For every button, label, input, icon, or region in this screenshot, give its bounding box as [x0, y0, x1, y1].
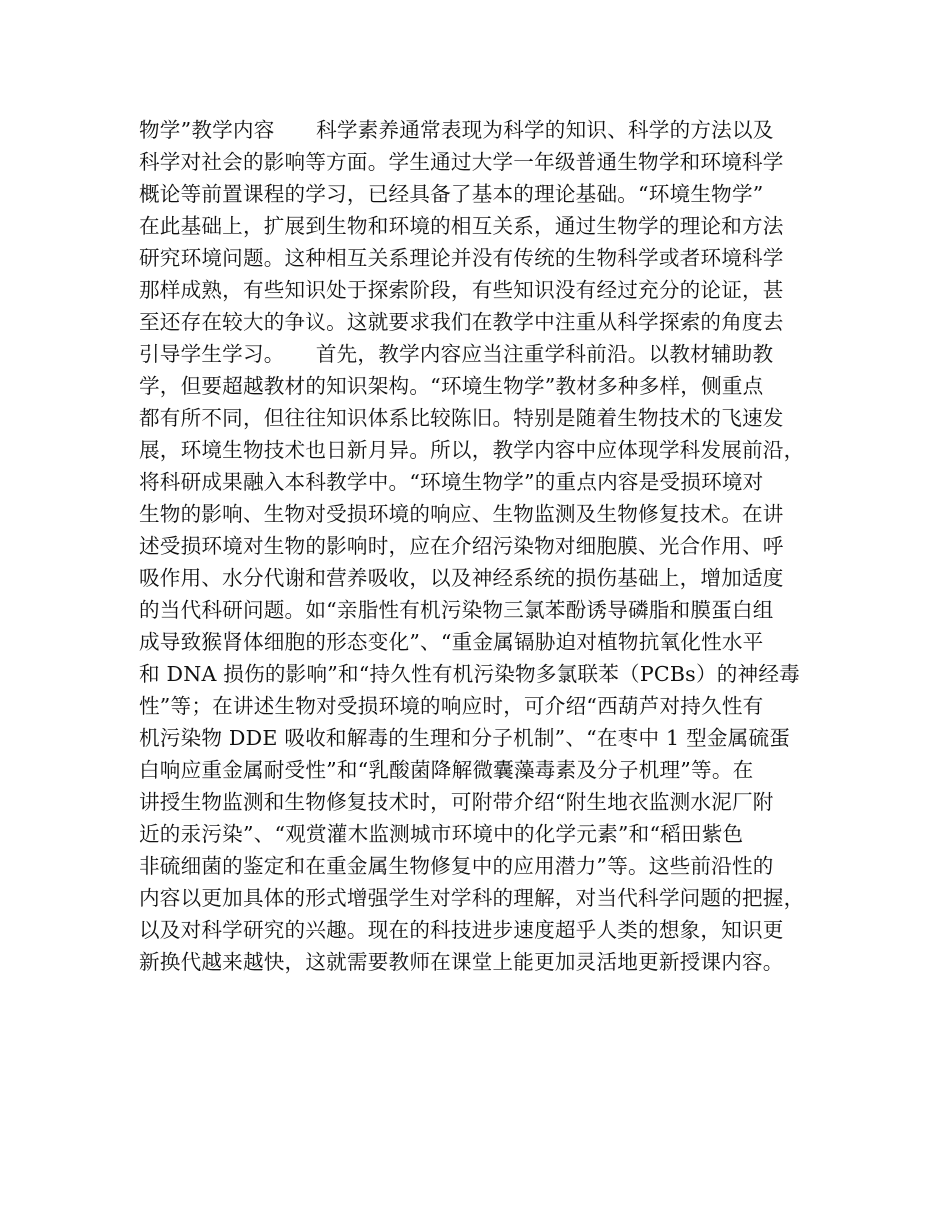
text-line: 展，环境生物技术也日新月异。所以，教学内容中应体现学科发展前沿，	[139, 438, 805, 462]
text-line: 吸作用、水分代谢和营养吸收，以及神经系统的损伤基础上，增加适度	[139, 566, 784, 590]
text-line: 科学对社会的影响等方面。学生通过大学一年级普通生物学和环境科学	[139, 150, 784, 174]
text-line: 那样成熟，有些知识处于探索阶段，有些知识没有经过充分的论证，甚	[139, 278, 784, 302]
text-line: 概论等前置课程的学习，已经具备了基本的理论基础。“环境生物学”	[139, 182, 764, 206]
text-line: 都有所不同，但往往知识体系比较陈旧。特别是随着生物技术的飞速发	[139, 406, 784, 430]
text-line: 白响应重金属耐受性”和“乳酸菌降解微囊藻毒素及分子机理”等。在	[139, 758, 754, 782]
text-line: 将科研成果融入本科教学中。“环境生物学”的重点内容是受损环境对	[139, 470, 764, 494]
text-line: 近的汞污染”、“观赏灌木监测城市环境中的化学元素”和“稻田紫色	[139, 822, 744, 846]
text-line: 述受损环境对生物的影响时，应在介绍污染物对细胞膜、光合作用、呼	[139, 534, 784, 558]
text-line: 新换代越来越快，这就需要教师在课堂上能更加灵活地更新授课内容。	[139, 950, 784, 974]
text-line: 机污染物 DDE 吸收和解毒的生理和分子机制”、“在枣中 1 型金属硫蛋	[139, 726, 791, 750]
text-line: 以及对科学研究的兴趣。现在的科技进步速度超乎人类的想象，知识更	[139, 918, 784, 942]
text-line: 讲授生物监测和生物修复技术时，可附带介绍“附生地衣监测水泥厂附	[139, 790, 774, 814]
text-line: 研究环境问题。这种相互关系理论并没有传统的生物科学或者环境科学	[139, 246, 784, 270]
text-line: 非硫细菌的鉴定和在重金属生物修复中的应用潜力”等。这些前沿性的	[139, 854, 774, 878]
text-line: 学，但要超越教材的知识架构。“环境生物学”教材多种多样，侧重点	[139, 374, 764, 398]
text-line: 的当代科研问题。如“亲脂性有机污染物三氯苯酚诱导磷脂和膜蛋白组	[139, 598, 774, 622]
text-line: 性”等；在讲述生物对受损环境的响应时，可介绍“西葫芦对持久性有	[139, 694, 764, 718]
text-line: 生物的影响、生物对受损环境的响应、生物监测及生物修复技术。在讲	[139, 502, 784, 526]
text-line: 成导致猴肾体细胞的形态变化”、“重金属镉胁迫对植物抗氧化性水平	[139, 630, 764, 654]
text-line: 在此基础上，扩展到生物和环境的相互关系，通过生物学的理论和方法	[139, 214, 784, 238]
text-line: 至还存在较大的争议。这就要求我们在教学中注重从科学探索的角度去	[139, 310, 784, 334]
body-paragraph	[139, 114, 829, 978]
text-line: 内容以更加具体的形式增强学生对学科的理解，对当代科学问题的把握，	[139, 886, 805, 910]
text-line: 和 DNA 损伤的影响”和“持久性有机污染物多氯联苯（PCBs）的神经毒	[139, 662, 800, 686]
text-line: 引导学生学习。 首先，教学内容应当注重学科前沿。以教材辅助教	[139, 342, 774, 366]
text-line: 物学”教学内容 科学素养通常表现为科学的知识、科学的方法以及	[139, 118, 774, 142]
